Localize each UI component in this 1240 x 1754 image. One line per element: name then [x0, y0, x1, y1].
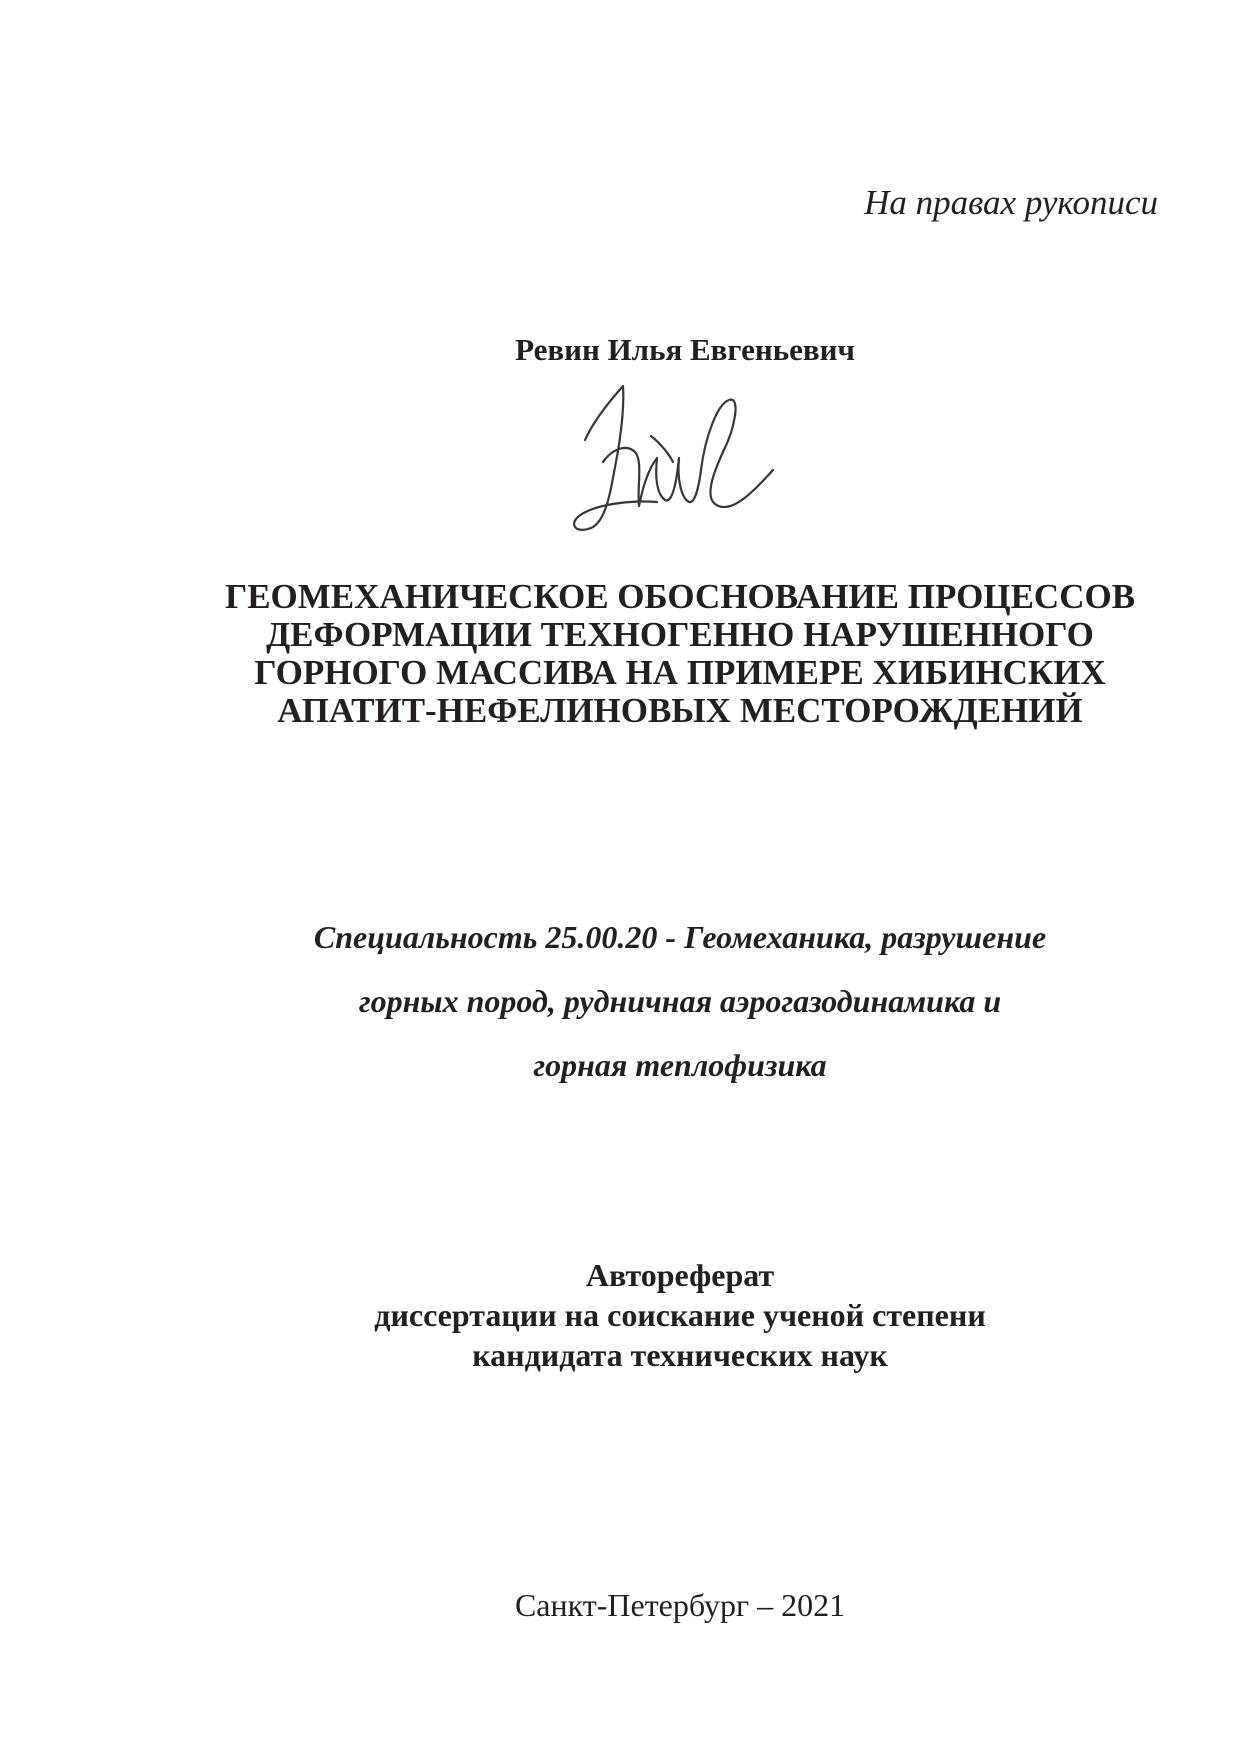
specialty-line: горных пород, рудничная аэрогазодинамика и: [358, 983, 1002, 1019]
author-name: Ревин Илья Евгеньевич: [515, 332, 855, 367]
abstract-line: кандидата технических наук: [472, 1337, 888, 1373]
title-line: ГОРНОГО МАССИВА НА ПРИМЕРЕ ХИБИНСКИХ: [254, 653, 1106, 692]
city-year: Санкт-Петербург – 2021: [514, 1587, 846, 1623]
specialty-line: горная теплофизика: [533, 1047, 827, 1083]
abstract-block: [150, 1255, 1210, 1375]
title-line: ДЕФОРМАЦИИ ТЕХНОГЕННО НАРУШЕННОГО: [266, 615, 1094, 654]
manuscript-note: На правах рукописи: [864, 183, 1158, 222]
specialty-block: [150, 905, 1210, 1097]
abstract-line: диссертации на соискание ученой степени: [374, 1297, 986, 1333]
title-line: АПАТИТ-НЕФЕЛИНОВЫХ МЕСТОРОЖДЕНИЙ: [277, 691, 1083, 730]
title-line: ГЕОМЕХАНИЧЕСКОЕ ОБОСНОВАНИЕ ПРОЦЕССОВ: [224, 577, 1136, 616]
specialty-line: Специальность 25.00.20 - Геомеханика, разрушение: [313, 919, 1047, 955]
dissertation-title: [150, 578, 1210, 730]
abstract-heading: Автореферат: [585, 1257, 775, 1293]
author-signature: [565, 378, 785, 538]
